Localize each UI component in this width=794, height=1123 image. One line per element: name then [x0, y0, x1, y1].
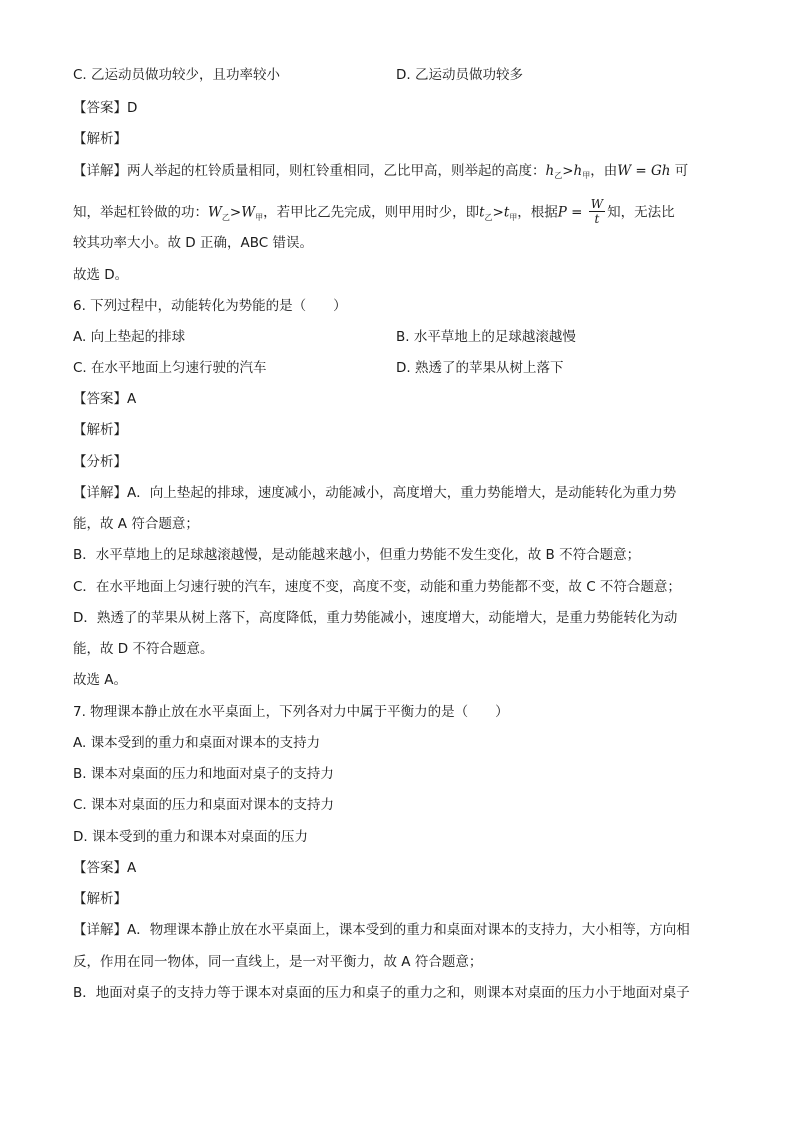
- greater-than: >: [492, 204, 504, 221]
- q5-option-c: C. 乙运动员做功较少，且功率较小: [73, 67, 281, 83]
- q7-analysis-heading: 【解析】: [73, 891, 127, 907]
- q5-detail-line-1: [73, 162, 688, 182]
- q5-detail-text: ，根据: [517, 204, 558, 221]
- q6-detail-line-5: D．熟透了的苹果从树上落下，高度降低，重力势能减小，速度增大，动能增大，是重力势能转化为动: [73, 610, 678, 626]
- equals: =: [566, 204, 587, 221]
- q6-conclusion: 故选 A。: [73, 672, 128, 688]
- q6-answer: 【答案】A: [73, 391, 137, 407]
- q5-detail-text: 知，举起杠铃做的功：: [73, 204, 208, 221]
- q5-answer: 【答案】D: [73, 100, 138, 116]
- var-t: t: [503, 204, 510, 221]
- equals: =: [631, 163, 652, 179]
- var-h: h: [573, 163, 583, 179]
- q7-answer: 【答案】A: [73, 860, 137, 876]
- fraction-denominator: t: [594, 212, 600, 226]
- sub-yi: 乙: [484, 212, 493, 222]
- q6-stem: 6. 下列过程中，动能转化为势能的是（ ）: [73, 298, 347, 314]
- q5-detail-text: 【详解】两人举起的杠铃质量相同，则杠铃重相同，乙比甲高，则举起的高度：: [73, 163, 546, 179]
- q7-detail-line-2: 反，作用在同一物体，同一直线上，是一对平衡力，故 A 符合题意；: [73, 954, 483, 970]
- greater-than: >: [562, 163, 574, 179]
- q7-stem: 7. 物理课本静止放在水平桌面上，下列各对力中属于平衡力的是（ ）: [73, 704, 509, 720]
- q5-detail-text: 可: [670, 163, 689, 179]
- q5-option-d: D. 乙运动员做功较多: [396, 67, 523, 83]
- q5-detail-text: ，若甲比乙先完成，则甲用时少，即: [263, 204, 480, 221]
- q6-option-d: D. 熟透了的苹果从树上落下: [396, 360, 564, 376]
- sub-yi: 乙: [554, 171, 563, 180]
- q7-option-c: C. 课本对桌面的压力和桌面对课本的支持力: [73, 797, 335, 813]
- q7-detail-line-1: 【详解】A．物理课本静止放在水平桌面上，课本受到的重力和桌面对课本的支持力，大小相等，方向相: [73, 922, 690, 938]
- q6-detail-line-2: 能，故 A 符合题意；: [73, 516, 199, 532]
- q6-option-b: B. 水平草地上的足球越滚越慢: [396, 329, 576, 345]
- q5-conclusion: 故选 D。: [73, 267, 129, 283]
- q6-analysis-heading: 【解析】: [73, 422, 127, 438]
- var-w: W: [208, 204, 222, 221]
- sub-yi: 乙: [221, 212, 230, 222]
- sub-jia: 甲: [509, 212, 518, 222]
- q6-option-c: C. 在水平地面上匀速行驶的汽车: [73, 360, 267, 376]
- q7-option-b: B. 课本对桌面的压力和地面对桌子的支持力: [73, 766, 334, 782]
- power-fraction: [589, 197, 605, 226]
- var-t: t: [479, 204, 485, 221]
- var-w: W: [617, 163, 632, 179]
- q5-detail-line-3: 较其功率大小。故 D 正确，ABC 错误。: [73, 235, 313, 251]
- q7-detail-line-3: B．地面对桌子的支持力等于课本对桌面的压力和桌子的重力之和，则课本对桌面的压力小于地面对桌子: [73, 985, 690, 1001]
- var-w: W: [241, 204, 256, 221]
- q6-detail-line-4: C．在水平地面上匀速行驶的汽车，速度不变，高度不变，动能和重力势能都不变，故 C 不符合题意；: [73, 579, 681, 595]
- q5-detail-text: ，由: [590, 163, 618, 179]
- q7-option-a: A. 课本受到的重力和桌面对课本的支持力: [73, 735, 321, 751]
- q7-option-d: D. 课本受到的重力和课本对桌面的压力: [73, 829, 308, 845]
- q5-detail-text: 知，无法比: [607, 204, 675, 221]
- greater-than: >: [229, 204, 242, 221]
- var-gh: Gh: [651, 163, 671, 179]
- q6-detail-line-1: 【详解】A．向上垫起的排球，速度减小，动能减小，高度增大，重力势能增大，是动能转化为重力势: [73, 485, 677, 501]
- q6-option-a: A. 向上垫起的排球: [73, 329, 186, 345]
- q5-analysis-heading: 【解析】: [73, 131, 127, 147]
- sub-jia: 甲: [582, 171, 591, 180]
- sub-jia: 甲: [255, 212, 264, 222]
- fraction-numerator: W: [590, 197, 604, 211]
- q5-detail-line-2: [73, 198, 675, 227]
- var-p: P: [557, 204, 567, 221]
- var-h: h: [545, 163, 555, 179]
- q6-detail-line-6: 能，故 D 不符合题意。: [73, 641, 214, 657]
- q6-detail-line-3: B．水平草地上的足球越滚越慢，是动能越来越小，但重力势能不发生变化，故 B 不符合题意；: [73, 547, 641, 563]
- q6-fenxi-heading: 【分析】: [73, 454, 127, 470]
